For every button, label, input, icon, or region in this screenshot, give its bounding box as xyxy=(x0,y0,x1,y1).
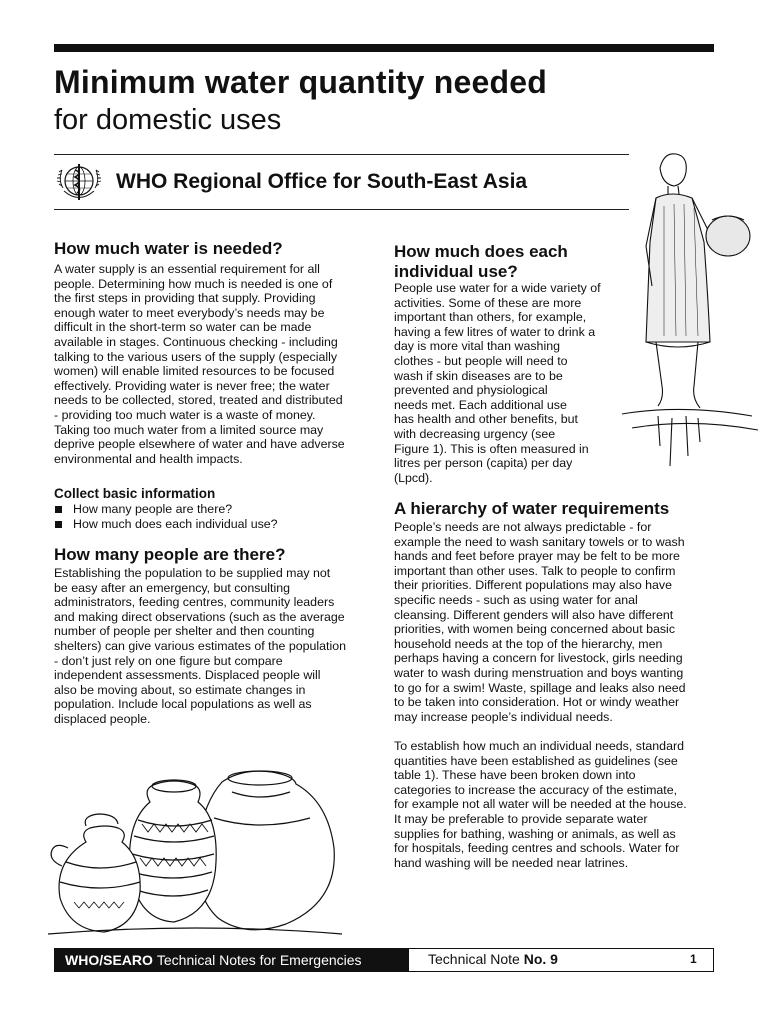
footer-series-bold: WHO/SEARO xyxy=(65,952,153,968)
collect-info-heading: Collect basic information xyxy=(54,486,216,501)
list-item: How much does each individual use? xyxy=(54,517,278,532)
woman-carrying-water-illustration xyxy=(612,146,762,472)
header-rule-bottom xyxy=(54,209,629,210)
footer-note-label: Technical Note xyxy=(428,951,524,967)
header-rule-top xyxy=(54,154,629,155)
top-rule xyxy=(54,44,714,52)
section-heading-how-much-needed: How much water is needed? xyxy=(54,239,283,258)
footer-series-rest: Technical Notes for Emergencies xyxy=(156,952,362,968)
organization-name: WHO Regional Office for South-East Asia xyxy=(116,170,528,193)
who-emblem-icon xyxy=(54,158,104,208)
page-number: 1 xyxy=(690,952,697,966)
page-title: Minimum water quantity needed xyxy=(54,64,547,100)
section-heading-individual-use: How much does each individual use? xyxy=(394,242,568,281)
page-subtitle: for domestic uses xyxy=(54,104,282,136)
list-item: How many people are there? xyxy=(54,502,278,517)
footer-series xyxy=(55,949,409,971)
footer-note-number: No. 9 xyxy=(523,951,558,967)
section-body-how-much-needed: A water supply is an essential requirement for all people. Determining how much is needed is one of the first steps in providing that supply. Providing enough water to meet everybody’s needs may be difficult in the short-term so water can be made available in stages. Continuous checking - including talking to the various users of the supply (especially women) will enable limited resources to be focused effectively. Providing water is never free; the water needs to be collected, stored, treated and distributed - providing too much water is a waste of money. Taking too much water from a limited source may deprive people elsewhere of water and have adverse environmental and health impacts. xyxy=(54,262,345,466)
footer-technical-note xyxy=(428,951,558,967)
section-body-hierarchy: People’s needs are not always predictable - for example the need to wash sanitary towels or to wash hands and feet before prayer may be felt to be more important than other uses. Talk to people to confirm their priorities. Different populations may also have specific needs - such as using water for anal cleansing. Different genders will also have different priorities, with women being concerned about basic household needs at the top of the hierarchy, men perhaps having a concern for livestock, girls needing water to wash during menstruation and boys wanting to go for a swim! Waste, spillage and leaks also need to be taken into consideration. Hot or windy weather may increase people’s individual needs. xyxy=(394,520,686,724)
section-body-individual-use: People use water for a wide variety of activities. Some of these are more important than others, for example, having a few litres of water to drink a day is more vital than washing clothes - but people will need to wash if skin diseases are to be prevented and physiological needs met. Each additional use has health and other benefits, but with decreasing urgency (see Figure 1). This is often measured in litres per person (capita) per day (Lpcd). xyxy=(394,281,601,485)
section-heading-how-many-people: How many people are there? xyxy=(54,545,286,564)
section-body-hierarchy-2: To establish how much an individual needs, standard quantities have been established as guidelines (see table 1). These have been broken down into categories to increase the accuracy of the estimate, for example not all water will be needed at the house. It may be preferable to provide separate water supplies for bathing, washing or animals, as well as for hospitals, feeding centres and schools. Water for hand washing will be needed near latrines. xyxy=(394,739,687,870)
section-heading-hierarchy: A hierarchy of water requirements xyxy=(394,499,670,518)
water-pots-illustration xyxy=(46,762,346,942)
collect-info-list xyxy=(54,502,278,532)
section-body-how-many-people: Establishing the population to be supplied may not be easy after an emergency, but consulting administrators, feeding centres, community leaders and making direct observations (such as the average number of people per shelter and then counting shelters) can give various estimates of the population - don’t just rely on one figure but compare independent assessments. Displaced people will also be moving about, so estimate changes in population. Include local populations as well as displaced people. xyxy=(54,566,347,726)
